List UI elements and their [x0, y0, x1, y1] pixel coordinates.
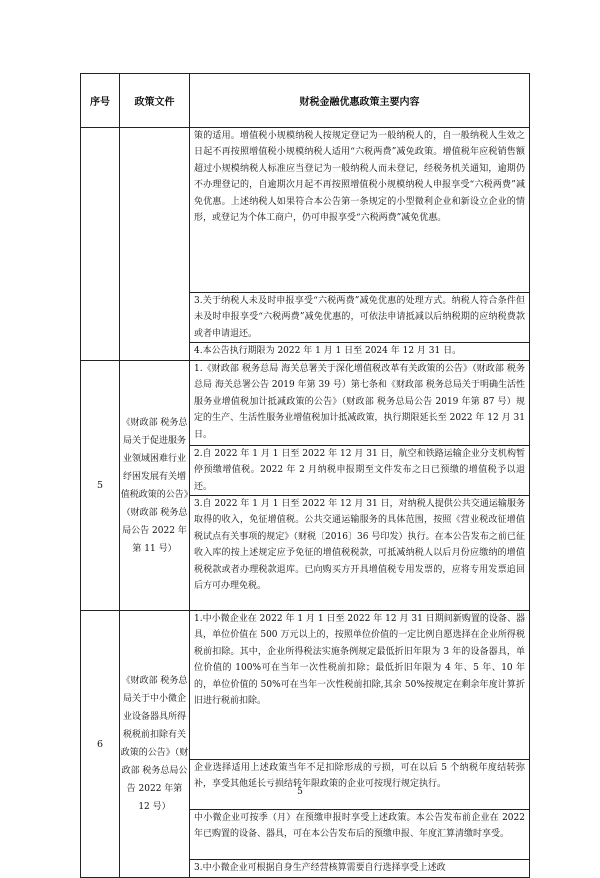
- row-document-cell: [120, 128, 190, 361]
- content-paragraph: 2.自 2022 年 1 月 1 日至 2022 年 12 月 31 日，航空和铁路运输企业分支机构暂停预缴增值税。2022 年 2 月纳税申报期至文件发布之日已预缴的增值税予以退还。: [190, 445, 529, 495]
- row-number-cell: [81, 128, 120, 361]
- content-paragraph: 3.关于纳税人未及时申报享受“六税两费”减免优惠的处理方式。纳税人符合条件但未及时申报享受“六税两费”减免优惠的，可依法申请抵减以后纳税期的应纳税费款或者申请退还。: [190, 292, 529, 342]
- policy-table: [80, 73, 530, 878]
- content-paragraph: 1.《财政部 税务总局 海关总署关于深化增值税改革有关政策的公告》（财政部 税务总局 海关总署公告 2019 年第 39 号）第七条和《财政部 税务总局关于明确生活性服务业增值税加计抵减政策的公告》（财政部 税务总局公告 2019 年第 87 号）规定的生产、生活性服务业增值税加计抵减政策，执行期限延长至 2022 年 12 月 31 日。: [194, 364, 525, 440]
- content-paragraph: 1.中小微企业在 2022 年 1 月 1 日至 2022 年 12 月 31 日期间新购置的设备、器具，单位价值在 500 万元以上的，按照单位价值的一定比例自愿选择在企业所得税税前扣除。其中，企业所得税法实施条例规定最低折旧年限为 3 年的设备器具，单位价值的 100%可在当年一次性税前扣除；最低折旧年限为 4 年、5 年、10 年的，单位价值的 50%可在当年一次性税前扣除,其余 50%按规定在剩余年度计算折旧进行税前扣除。: [194, 614, 525, 707]
- row-document: 《财政部 税务总局关于中小微企业设备器具所得税税前扣除有关政策的公告》（财政部 税务总局公告 2022 年第 12 号）: [120, 611, 190, 878]
- header-row: [81, 74, 530, 128]
- row-number: 5: [81, 361, 120, 611]
- row-content-cell: [190, 361, 530, 611]
- table-row-continued: [81, 128, 530, 361]
- header-document: 政策文件: [120, 74, 190, 128]
- content-paragraph: 策的适用。增值税小规模纳税人按规定登记为一般纳税人的，自一般纳税人生效之日起不再按照增值税小规模纳税人适用“六税两费”减免政策。增值税年应税销售额超过小规模纳税人标准应当登记为一般纳税人而未登记，经税务机关通知，逾期仍不办理登记的，自逾期次月起不再按照增值税小规模纳税人申报享受“六税两费”减免优惠。上述纳税人如果符合本公告第一条规定的小型微利企业和新设立企业的情形，或登记为个体工商户，仍可申报享受“六税两费”减免优惠。: [194, 131, 525, 224]
- row-content-cell: [190, 128, 530, 361]
- header-number: 序号: [81, 74, 120, 128]
- content-paragraph: 3.自 2022 年 1 月 1 日至 2022 年 12 月 31 日，对纳税人提供公共交通运输服务取得的收入，免征增值税。公共交通运输服务的具体范围，按照《营业税改征增值税试点有关事项的规定》（财税〔2016〕36 号印发）执行。在本公告发布之前已征收入库的按上述规定应予免征的增值税税款，可抵减纳税人以后月份应缴纳的增值税税款或者办理税款退库。已向购买方开具增值税专用发票的，应将专用发票追回后方可办理免税。: [190, 495, 529, 610]
- row-content-cell: [190, 611, 530, 878]
- row-number: 6: [81, 611, 120, 878]
- row-document: 《财政部 税务总局关于促进服务业领域困难行业纾困发展有关增值税政策的公告》（财政部 税务总局公告 2022 年第 11 号）: [120, 361, 190, 611]
- page-number: 5: [297, 787, 303, 797]
- header-content: 财税金融优惠政策主要内容: [190, 74, 530, 128]
- content-paragraph: 4.本公告执行期限为 2022 年 1 月 1 日至 2024 年 12 月 31 日。: [190, 342, 529, 360]
- content-paragraph: 中小微企业可按季（月）在预缴申报时享受上述政策。本公告发布前企业在 2022 年已购置的设备、器具，可在本公告发布后的预缴申报、年度汇算清缴时享受。: [190, 809, 529, 859]
- table-row-6: [81, 611, 530, 878]
- content-paragraph: 3.中小微企业可根据自身生产经营核算需要自行选择享受上述政: [190, 859, 529, 877]
- content-paragraph: 企业选择适用上述政策当年不足扣除形成的亏损，可在以后 5 个纳税年度结转弥补，享受其他延长亏损结转年限政策的企业可按现行规定执行。: [190, 759, 529, 809]
- table-row-5: [81, 361, 530, 611]
